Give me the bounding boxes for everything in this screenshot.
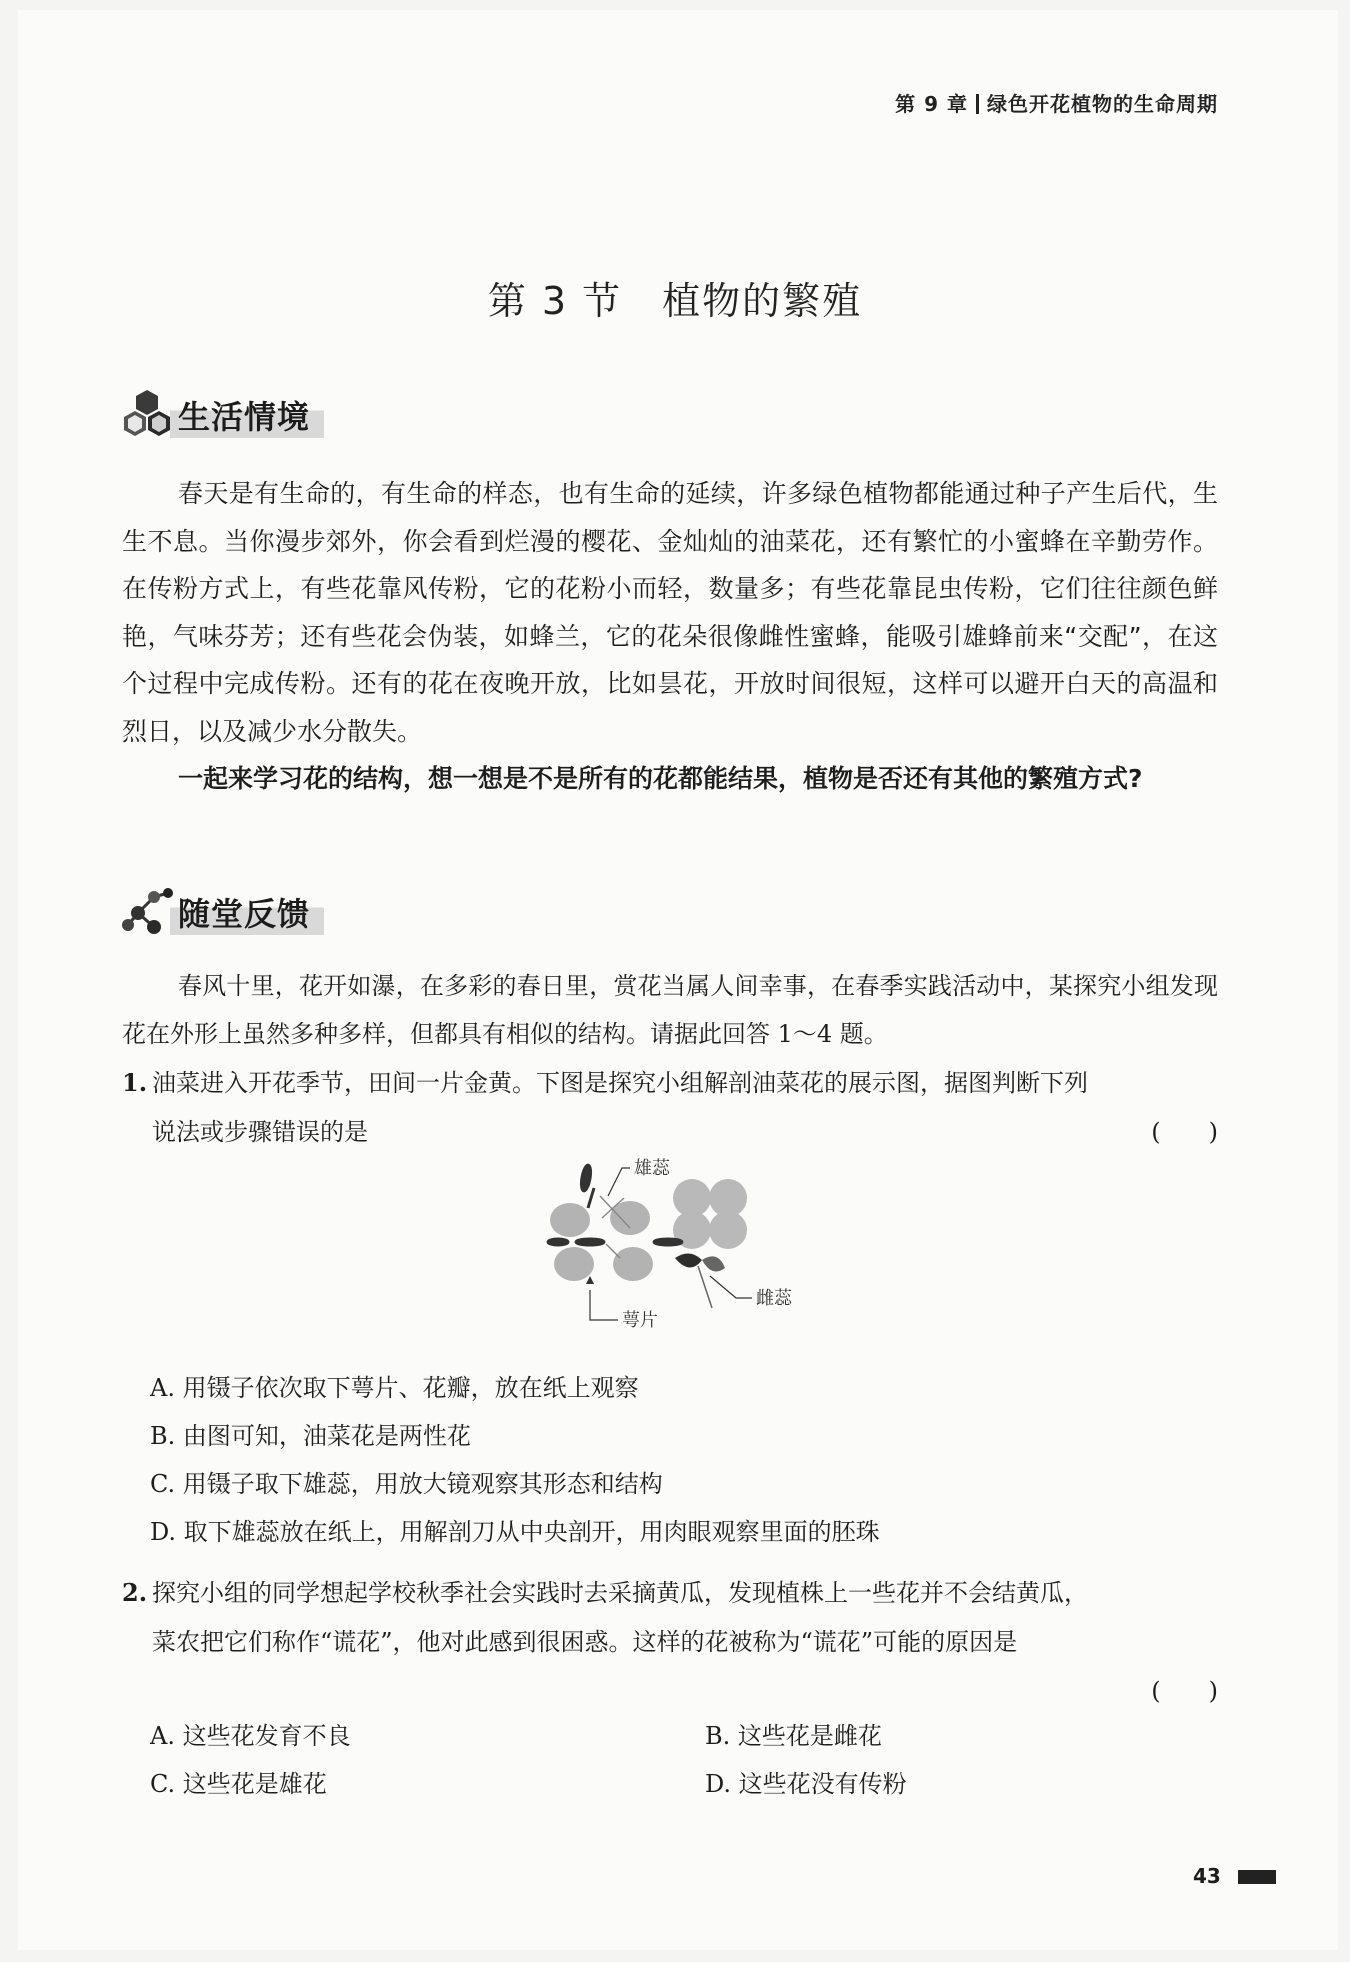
question-1-option-d[interactable]: D. 取下雄蕊放在纸上，用解剖刀从中央剖开，用肉眼观察里面的胚珠: [150, 1518, 880, 1546]
question-2-line2: 菜农把它们称作“谎花”，他对此感到很困惑。这样的花被称为“谎花”可能的原因是: [152, 1628, 1018, 1656]
pistil-label-leader: [710, 1276, 752, 1298]
question-2-line1: 探究小组的同学想起学校秋季社会实践时去采摘黄瓜，发现植株上一些花并不会结黄瓜，: [152, 1579, 1088, 1607]
life-context-prompt: 一起来学习花的结构，想一想是不是所有的花都能结果，植物是否还有其他的繁殖方式?: [178, 764, 1143, 793]
pistil-stalk: [698, 1266, 712, 1308]
chapter-title: 绿色开花植物的生命周期: [987, 92, 1218, 116]
question-2: [122, 1568, 1218, 1716]
sepal-label-leader: [590, 1290, 618, 1320]
page-number: 43: [1193, 1864, 1221, 1888]
question-1-line2: 说法或步骤错误的是: [152, 1118, 368, 1146]
label-stamen: 雄蕊: [634, 1158, 670, 1179]
feedback-heading: [118, 882, 324, 942]
question-2-option-a[interactable]: A. 这些花发育不良: [150, 1722, 351, 1750]
header-separator: [976, 94, 979, 114]
life-context-heading-text: 生活情境: [170, 392, 324, 438]
feedback-heading-text: 随堂反馈: [170, 889, 324, 935]
chapter-number: 第 9 章: [895, 92, 968, 116]
stamen-label-leader: [608, 1168, 630, 1196]
question-2-option-d[interactable]: D. 这些花没有传粉: [705, 1770, 907, 1798]
molecule-icon: [118, 883, 176, 941]
question-1-option-b[interactable]: B. 由图可知，油菜花是两性花: [150, 1422, 471, 1450]
petal-group-right: [673, 1179, 747, 1249]
section-title: [0, 270, 1350, 325]
question-1-answer-blank[interactable]: ( ): [1151, 1118, 1218, 1146]
question-2-number: 2.: [122, 1578, 148, 1607]
running-header: [895, 88, 1218, 117]
question-1-option-a[interactable]: A. 用镊子依次取下萼片、花瓣，放在纸上观察: [150, 1374, 639, 1402]
question-1-option-c[interactable]: C. 用镊子取下雄蕊，用放大镜观察其形态和结构: [150, 1470, 663, 1498]
question-1-line1: 油菜进入开花季节，田间一片金黄。下图是探究小组解剖油菜花的展示图，据图判断下列: [152, 1069, 1088, 1097]
question-2-option-b[interactable]: B. 这些花是雌花: [705, 1722, 882, 1750]
label-sepal: 萼片: [622, 1310, 658, 1331]
feedback-intro: 春风十里，花开如瀑，在多彩的春日里，赏花当属人间幸事，在春季实践活动中，某探究小组发现花在外形上虽然多种多样，但都具有相似的结构。请据此回答 1～4 题。: [122, 972, 1218, 1048]
pistil-shape: [675, 1253, 702, 1267]
page-number-bar: [1238, 1870, 1276, 1884]
stamen-leader-c: [606, 1244, 620, 1258]
question-2-answer-blank[interactable]: ( ): [1151, 1677, 1218, 1705]
sepal-arrowhead: [586, 1276, 594, 1284]
question-2-option-c[interactable]: C. 这些花是雄花: [150, 1770, 327, 1798]
life-context-heading: [118, 385, 324, 445]
section-number: 第 3 节: [487, 279, 623, 323]
label-pistil: 雌蕊: [756, 1288, 792, 1309]
sepal-shape: [702, 1256, 725, 1271]
hexagon-cluster-icon: [118, 386, 176, 444]
question-1-number: 1.: [122, 1068, 148, 1097]
rapeseed-flower-dissection-figure: [530, 1158, 830, 1358]
section-name: 植物的繁殖: [662, 279, 863, 323]
life-context-paragraph: 春天是有生命的，有生命的样态，也有生命的延续，许多绿色植物都能通过种子产生后代，生生不息。当你漫步郊外，你会看到烂漫的樱花、金灿灿的油菜花，还有繁忙的小蜜蜂在辛勤劳作。在传粉方式上，有些花靠风传粉，它的花粉小而轻，数量多；有些花靠昆虫传粉，它们往往颜色鲜艳，气味芬芳；还有些花会伪装，如蜂兰，它的花朵很像雌性蜜蜂，能吸引雄蜂前来“交配”，在这个过程中完成传粉。还有的花在夜晚开放，比如昙花，开放时间很短，这样可以避开白天的高温和烈日，以及减少水分散失。: [122, 479, 1218, 746]
question-1: [122, 1058, 1218, 1157]
